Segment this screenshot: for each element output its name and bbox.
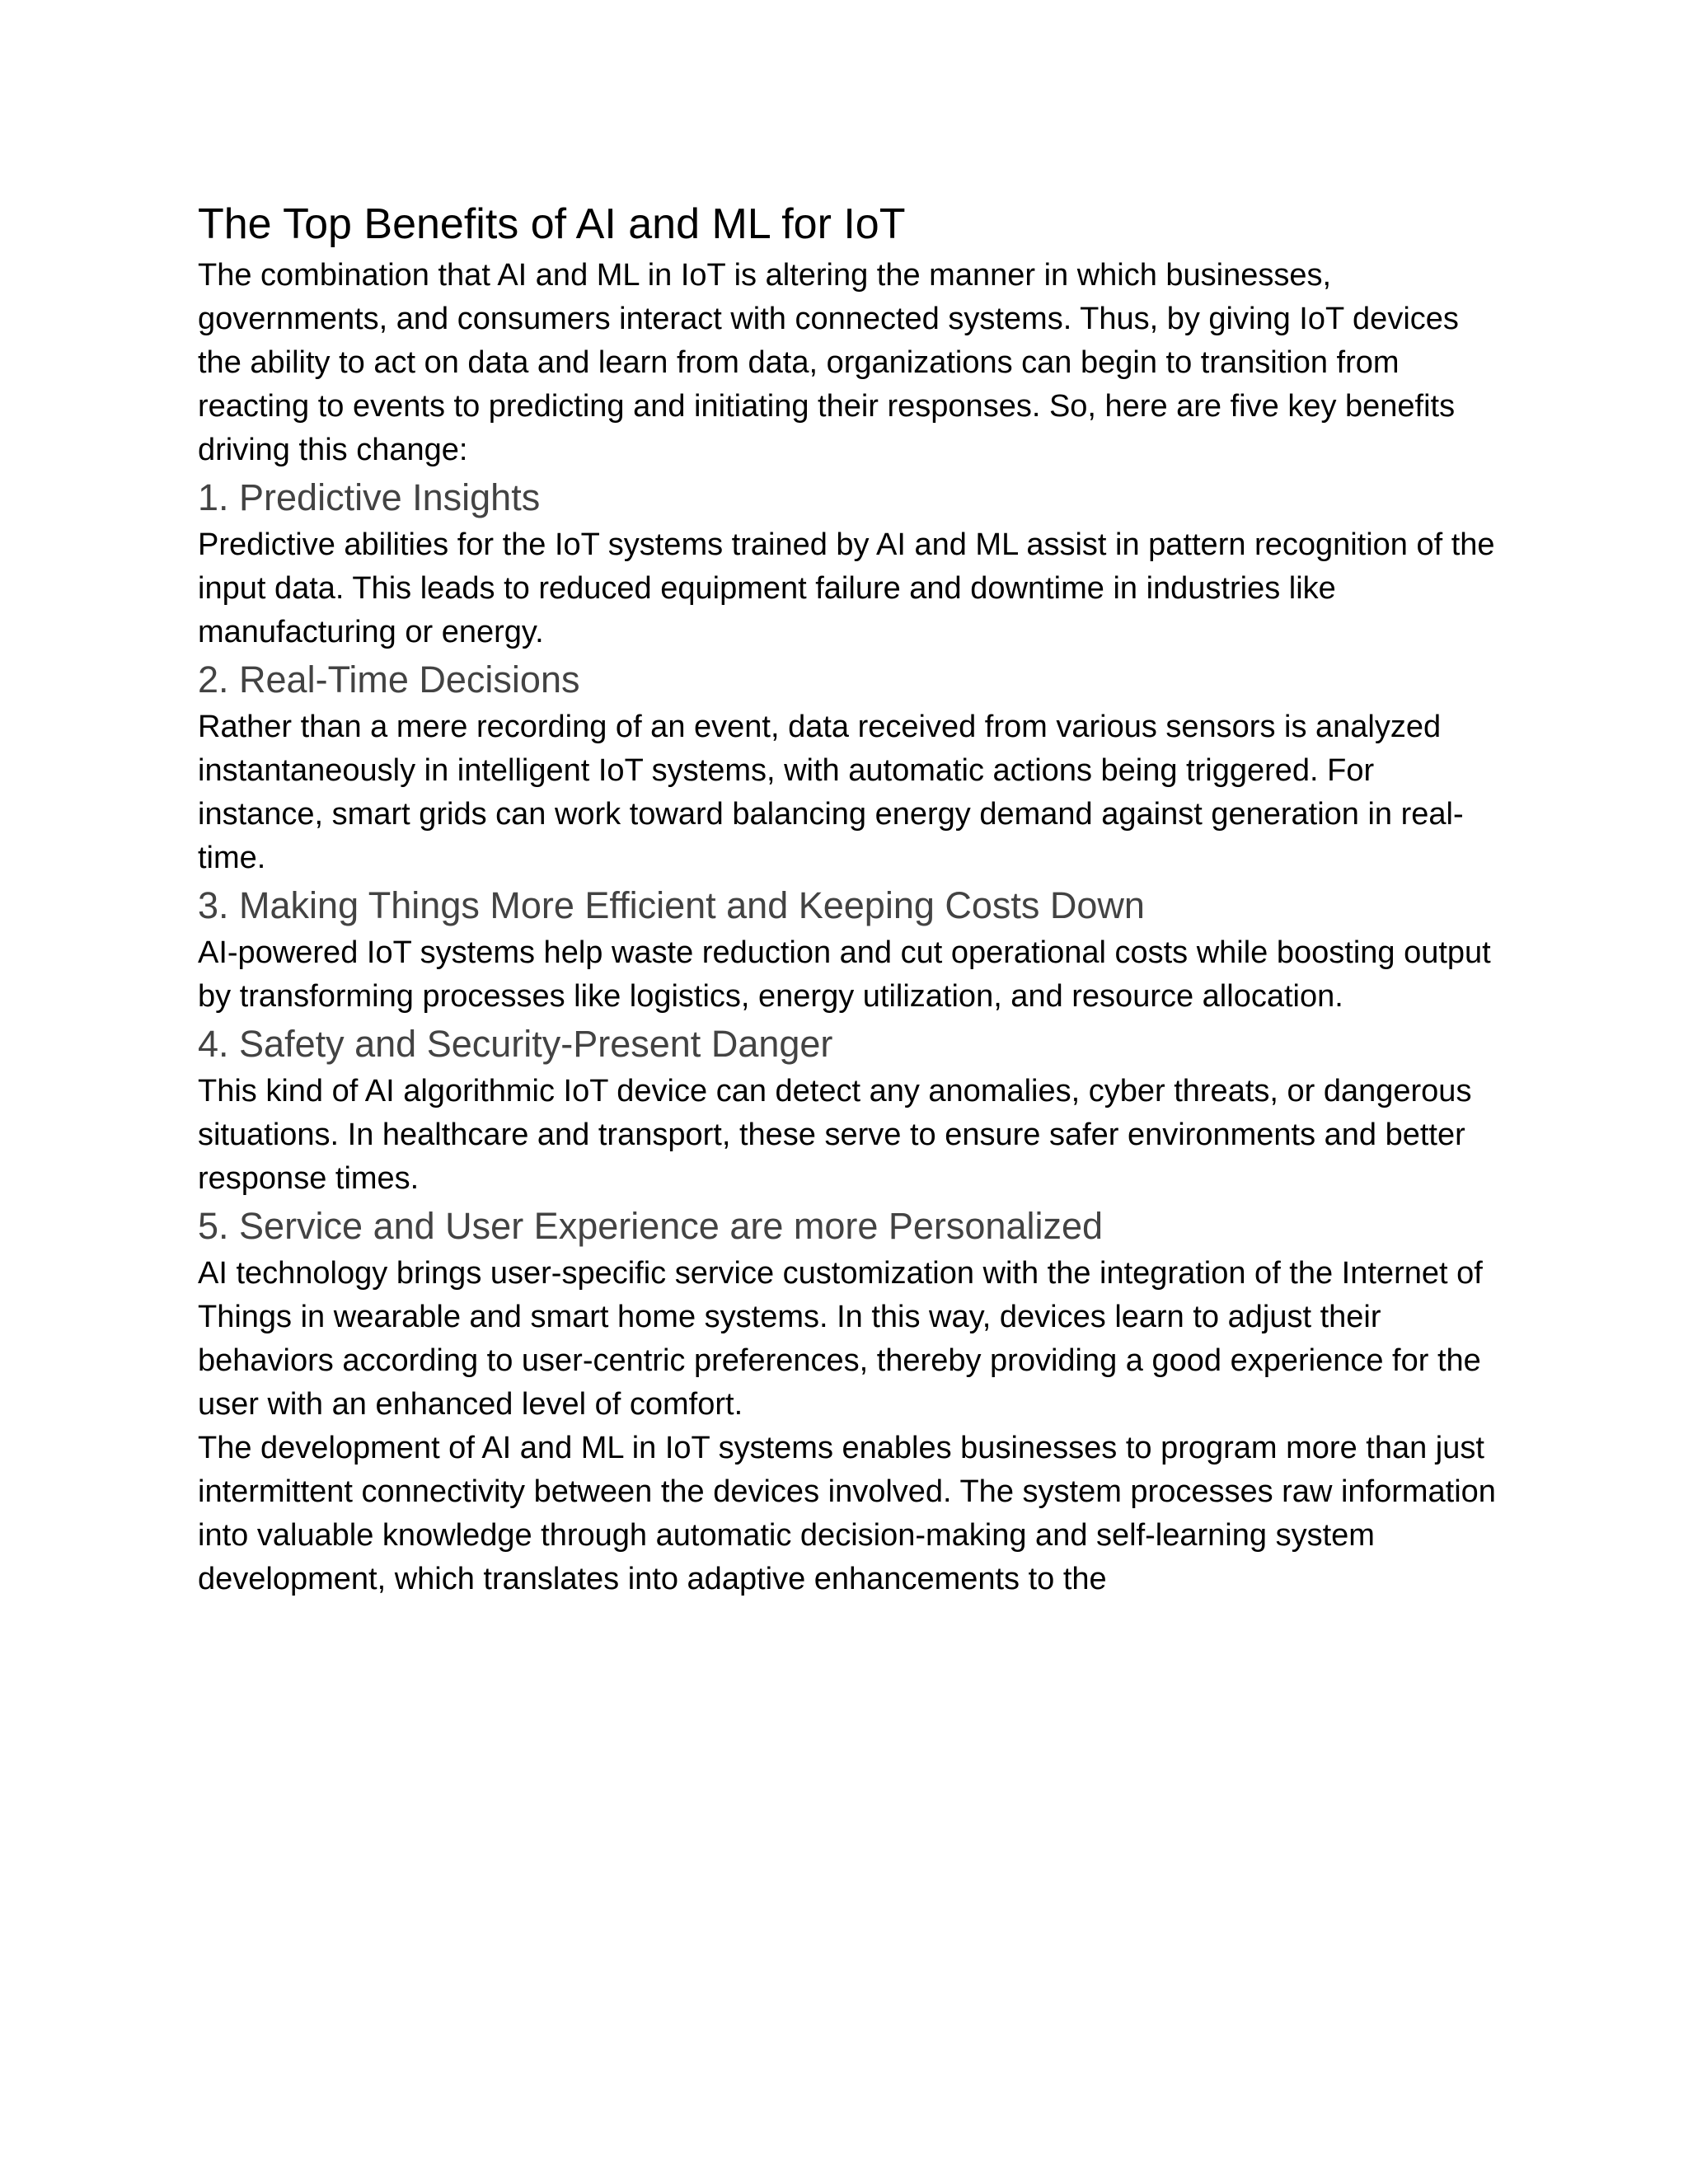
section-body-predictive-insights: Predictive abilities for the IoT systems trained by AI and ML assist in pattern recognition of the input data. This leads to reduced equipment failure and downtime in industries like manufacturing or energy. bbox=[198, 527, 1495, 649]
section-heading-personalized-experience: 5. Service and User Experience are more Personalized bbox=[198, 1205, 1104, 1247]
intro-paragraph: The combination that AI and ML in IoT is altering the manner in which businesses, governments, and consumers interact with connected systems. Thus, by giving IoT devices the ability to act on data and learn from data, organizations can begin to transition from reacting to events to predicting and initiating their responses. So, here are five key benefits driving this change: bbox=[198, 258, 1459, 467]
section-heading-real-time-decisions: 2. Real-Time Decisions bbox=[198, 658, 580, 701]
closing-paragraph: The development of AI and ML in IoT systems enables businesses to program more than just intermittent connectivity between the devices involved. The system processes raw information into valuable knowledge through automatic decision-making and self-learning system development, which translates into adaptive enhancements to the bbox=[198, 1431, 1496, 1596]
document-title: The Top Benefits of AI and ML for IoT bbox=[198, 200, 906, 248]
section-heading-predictive-insights: 1. Predictive Insights bbox=[198, 476, 541, 518]
section-heading-efficiency-costs: 3. Making Things More Efficient and Keeping Costs Down bbox=[198, 884, 1145, 926]
section-body-real-time-decisions: Rather than a mere recording of an event, data received from various sensors is analyzed instantaneously in intelligent IoT systems, with automatic actions being triggered. For instance, smart grids can work toward balancing energy demand against generation in real-time. bbox=[198, 710, 1464, 875]
section-body-personalized-experience: AI technology brings user-specific service customization with the integration of the Internet of Things in wearable and smart home systems. In this way, devices learn to adjust their behaviors according to user-centric preferences, thereby providing a good experience for the user with an enhanced level of comfort. bbox=[198, 1256, 1483, 1422]
section-heading-safety-security: 4. Safety and Security-Present Danger bbox=[198, 1023, 833, 1065]
section-body-safety-security: This kind of AI algorithmic IoT device can detect any anomalies, cyber threats, or dangerous situations. In healthcare and transport, these serve to ensure safer environments and better response times. bbox=[198, 1074, 1472, 1196]
section-body-efficiency-costs: AI-powered IoT systems help waste reduction and cut operational costs while boosting output by transforming processes like logistics, energy utilization, and resource allocation. bbox=[198, 935, 1491, 1014]
document-page bbox=[198, 194, 1500, 1601]
